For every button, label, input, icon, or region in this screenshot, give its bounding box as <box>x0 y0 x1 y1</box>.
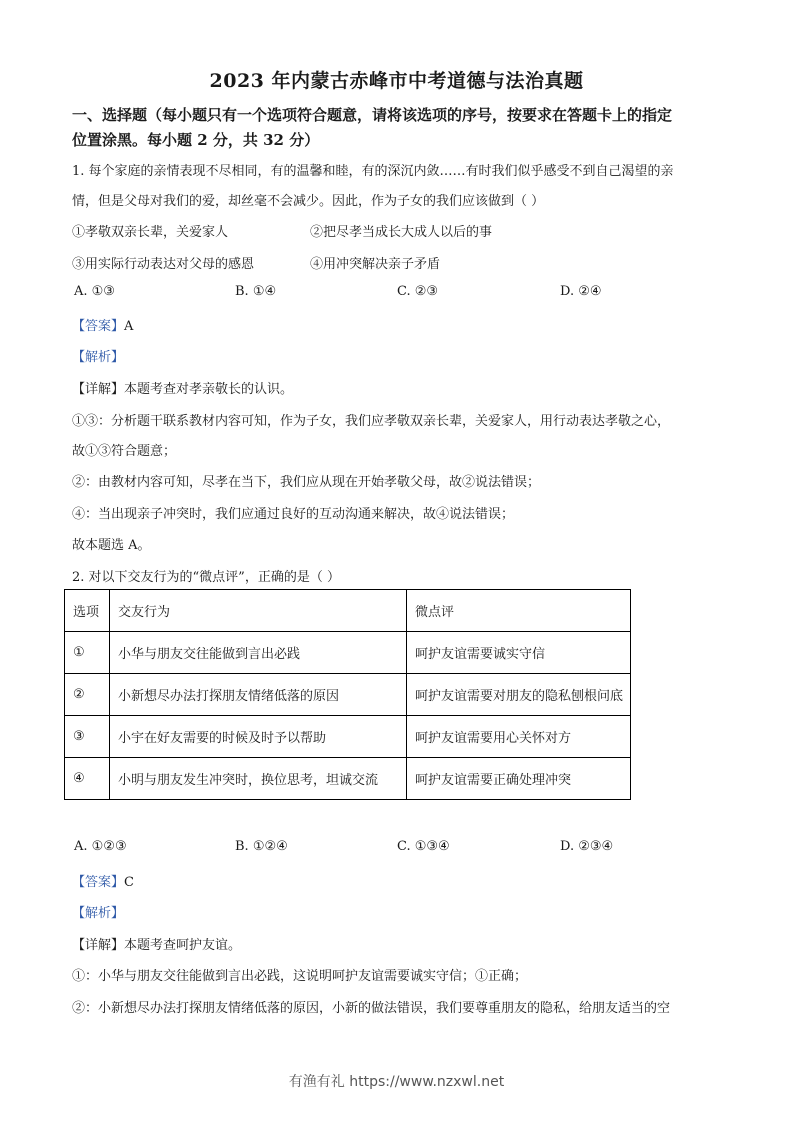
table-cell: ② <box>65 674 110 716</box>
section-heading-line: 一、选择题（每小题只有一个选项符合题意，请将该选项的序号，按要求在答题卡上的指定 <box>72 106 673 124</box>
q2-table <box>64 589 631 800</box>
q2-analysis-tag: 【解析】 <box>72 906 125 921</box>
q1-explanation-line: ②：由教材内容可知，尽孝在当下，我们应从现在开始孝敬父母，故②说法错误； <box>72 475 541 490</box>
question-2-stem: 2. 对以下交友行为的“微点评”，正确的是（ ） <box>72 570 340 585</box>
q1-statement: ②把尽孝当成长大成人以后的事 <box>310 225 493 240</box>
detail-tag: 【详解】 <box>72 382 125 397</box>
q1-option-a: A. ①③ <box>74 284 115 299</box>
question-1-stem-line: 情，但是父母对我们的爱，却丝毫不会减少。因此，作为子女的我们应该做到（ ） <box>72 194 545 209</box>
footer-watermark: 有渔有礼 https://www.nzxwl.net <box>288 1074 505 1090</box>
answer-value: A <box>124 319 134 334</box>
q2-option-c: C. ①③④ <box>397 839 450 854</box>
table-header-cell: 交友行为 <box>110 590 407 632</box>
q1-detail <box>72 378 722 397</box>
question-1-stem-line: 1. 每个家庭的亲情表现不尽相同，有的温馨和睦，有的深沉内敛……有时我们似乎感受不到自己渴望的亲 <box>72 164 674 179</box>
q1-statement: ④用冲突解决亲子矛盾 <box>310 257 441 272</box>
q2-explanation-line: ②：小新想尽办法打探朋友情绪低落的原因，小新的做法错误，我们要尊重朋友的隐私，给朋友适当的空 <box>72 1001 671 1016</box>
answer-value: C <box>124 875 134 890</box>
section-heading <box>72 103 722 153</box>
q2-option-d: D. ②③④ <box>560 839 614 854</box>
detail-tag: 【详解】 <box>72 938 125 953</box>
table-cell: ③ <box>65 716 110 758</box>
table-cell: ④ <box>65 758 110 800</box>
q1-explanation-line: ①③：分析题干联系教材内容可知，作为子女，我们应孝敬双亲长辈，关爱家人，用行动表达孝敬之心， <box>72 414 671 429</box>
answer-tag: 【答案】 <box>72 319 125 334</box>
table-row <box>65 716 631 758</box>
table-cell: 呵护友谊需要诚实守信 <box>407 632 631 674</box>
table-cell: 小华与朋友交往能做到言出必践 <box>110 632 407 674</box>
q2-option-a: A. ①②③ <box>74 839 127 854</box>
table-cell: 呵护友谊需要用心关怀对方 <box>407 716 631 758</box>
table-header-cell: 选项 <box>65 590 110 632</box>
q1-explanation-line: ④：当出现亲子冲突时，我们应通过良好的互动沟通来解决，故④说法错误； <box>72 507 515 522</box>
q1-answer <box>72 315 722 334</box>
detail-text: 本题考查呵护友谊。 <box>124 938 242 953</box>
q2-answer <box>72 871 722 890</box>
table-header-row <box>65 590 631 632</box>
q1-explanation-line: 故①③符合题意； <box>72 444 177 459</box>
q1-statement: ③用实际行动表达对父母的感恩 <box>72 257 255 272</box>
q2-detail <box>72 934 722 953</box>
q2-explanation-line: ①：小华与朋友交往能做到言出必践，这说明呵护友谊需要诚实守信；①正确； <box>72 969 528 984</box>
page-title: 2023 年内蒙古赤峰市中考道德与法治真题 <box>209 70 584 92</box>
q1-statement: ①孝敬双亲长辈，关爱家人 <box>72 225 229 240</box>
table-row <box>65 758 631 800</box>
table-cell: 小新想尽办法打探朋友情绪低落的原因 <box>110 674 407 716</box>
detail-text: 本题考查对孝亲敬长的认识。 <box>124 382 294 397</box>
q1-option-d: D. ②④ <box>560 284 602 299</box>
table-cell: 小明与朋友发生冲突时，换位思考，坦诚交流 <box>110 758 407 800</box>
table-cell: 呵护友谊需要对朋友的隐私刨根问底 <box>407 674 631 716</box>
table-cell: 呵护友谊需要正确处理冲突 <box>407 758 631 800</box>
table-cell: 小宇在好友需要的时候及时予以帮助 <box>110 716 407 758</box>
section-heading-line: 位置涂黑。每小题 2 分，共 32 分） <box>72 131 320 149</box>
table-cell: ① <box>65 632 110 674</box>
table-row <box>65 632 631 674</box>
q1-option-c: C. ②③ <box>397 284 439 299</box>
q1-explanation-line: 故本题选 A。 <box>72 538 151 553</box>
q2-option-b: B. ①②④ <box>235 839 288 854</box>
table-header-cell: 微点评 <box>407 590 631 632</box>
q1-option-b: B. ①④ <box>235 284 277 299</box>
answer-tag: 【答案】 <box>72 875 125 890</box>
q1-analysis-tag: 【解析】 <box>72 350 125 365</box>
table-row <box>65 674 631 716</box>
